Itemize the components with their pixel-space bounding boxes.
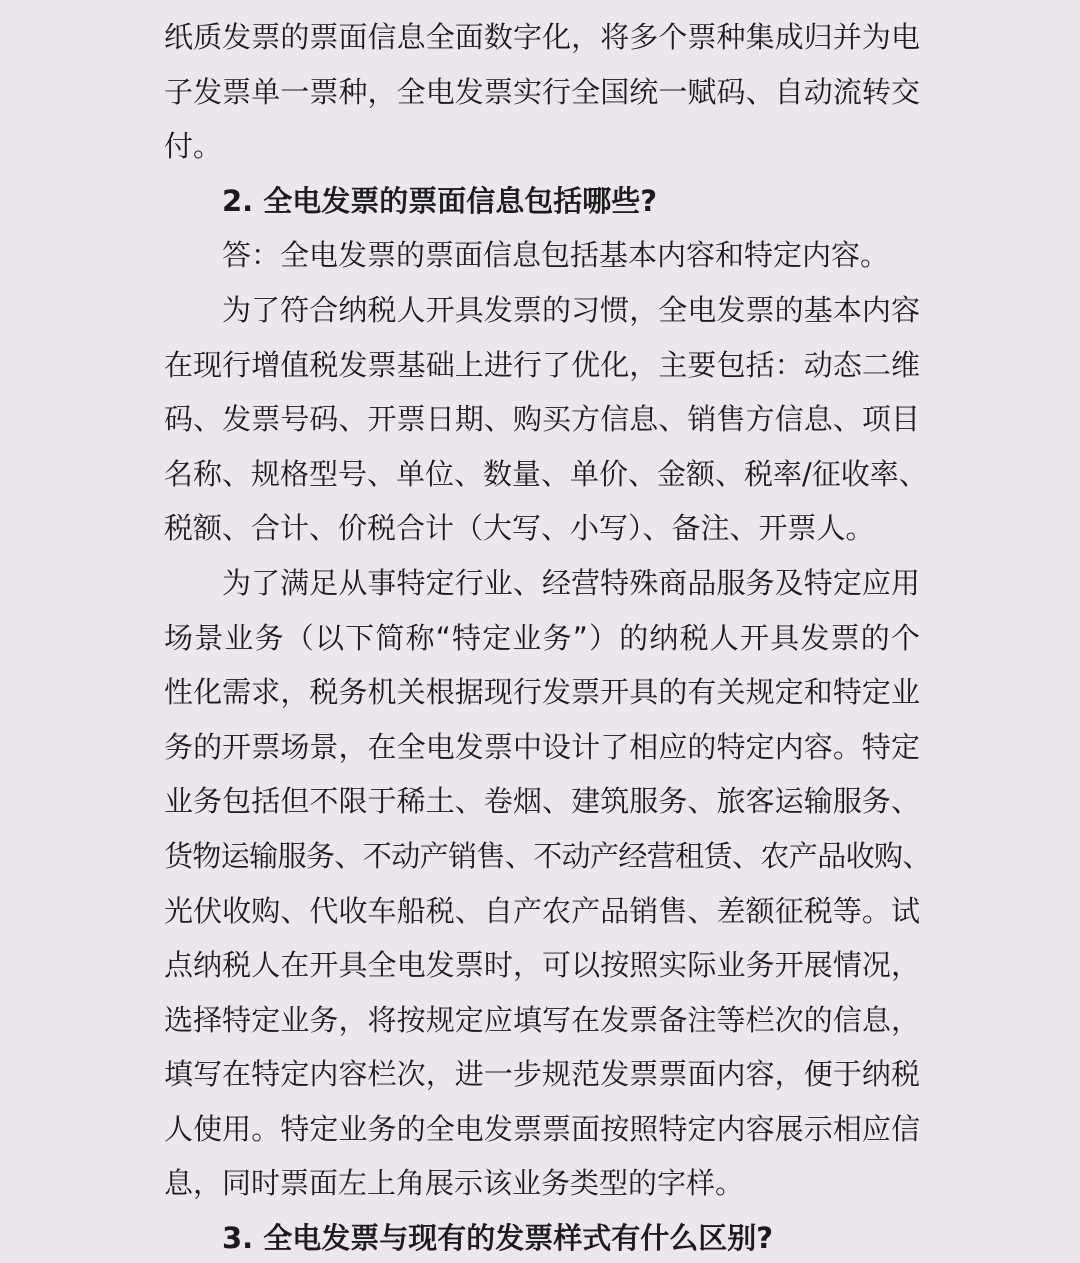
paragraph-line: 码、发票号码、开票日期、购买方信息、销售方信息、项目	[164, 402, 920, 437]
section-heading: 2. 全电发票的票面信息包括哪些?	[222, 183, 658, 218]
paragraph-line: 纸质发票的票面信息全面数字化，将多个票种集成归并为电	[164, 20, 920, 54]
paragraph-line: 在现行增值税发票基础上进行了优化，主要包括：动态二维	[164, 347, 920, 382]
paragraph-line: 答：全电发票的票面信息包括基本内容和特定内容。	[222, 238, 890, 273]
paragraph-line: 场景业务（以下简称“特定业务”）的纳税人开具发票的个	[164, 620, 920, 655]
paragraph-line: 付。	[164, 129, 223, 164]
document-body	[164, 10, 931, 1263]
paragraph-line: 性化需求，税务机关根据现行发票开具的有关规定和特定业	[164, 675, 920, 710]
paragraph-line: 选择特定业务，将按规定应填写在发票备注等栏次的信息，	[164, 1002, 920, 1037]
paragraph-line: 息，同时票面左上角展示该业务类型的字样。	[164, 1166, 745, 1201]
section-heading: 3. 全电发票与现有的发票样式有什么区别?	[222, 1221, 774, 1256]
paragraph-line: 为了满足从事特定行业、经营特殊商品服务及特定应用	[222, 565, 920, 600]
paragraph-line: 务的开票场景，在全电发票中设计了相应的特定内容。特定	[164, 729, 920, 764]
paragraph-line: 税额、合计、价税合计（大写、小写）、备注、开票人。	[164, 511, 875, 546]
paragraph-line: 光伏收购、代收车船税、自产农产品销售、差额征税等。试	[164, 893, 920, 928]
paragraph-line: 货物运输服务、不动产销售、不动产经营租赁、农产品收购、	[164, 838, 931, 873]
paragraph-line: 业务包括但不限于稀土、卷烟、建筑服务、旅客运输服务、	[164, 784, 920, 819]
paragraph-line: 点纳税人在开具全电发票时，可以按照实际业务开展情况，	[164, 948, 920, 983]
paragraph-line: 名称、规格型号、单位、数量、单价、金额、税率/征收率、	[164, 456, 928, 491]
paragraph-line: 子发票单一票种，全电发票实行全国统一赋码、自动流转交	[164, 74, 920, 109]
paragraph-line: 填写在特定内容栏次，进一步规范发票票面内容，便于纳税	[164, 1057, 920, 1092]
paragraph-line: 人使用。特定业务的全电发票票面按照特定内容展示相应信	[164, 1111, 920, 1146]
paragraph-line: 为了符合纳税人开具发票的习惯，全电发票的基本内容	[222, 292, 920, 327]
